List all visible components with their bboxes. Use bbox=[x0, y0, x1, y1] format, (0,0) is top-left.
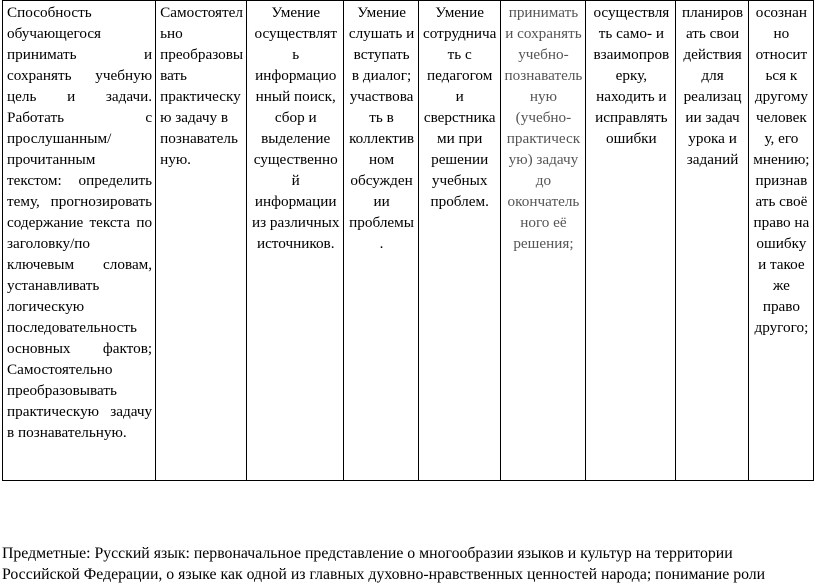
paragraph-line-2: Российской Федерации, о языке как одной из главных духовно-нравственных ценностей народа; понимание роли bbox=[2, 566, 766, 583]
table-cell-cooperation: Умение сотрудничать с педагогом и сверстниками при решении учебных проблем. bbox=[418, 1, 500, 481]
table-cell-planning: планировать свои действия для реализации задач урока и заданий bbox=[676, 1, 748, 481]
paragraph-line-1: Предметные: Русский язык: первоначальное представление о многообразии языков и культур на территории bbox=[2, 545, 733, 562]
table-cell-self-check: осуществлять само- и взаимопроверку, находить и исправлять ошибки bbox=[586, 1, 676, 481]
table-cell-attitude: осознанно относиться к другому человеку, его мнению; признавать своё право на ошибку и такое же право другого; bbox=[748, 1, 813, 481]
table-cell-cognitive-skills: Способность обучающегося принимать и сохранять учебную цель и задачи. Работать с прослушанным/прочитанным текстом: определить тему, прогнозировать содержание текста по заголовку/по ключевым словам, устанавливать логическую последовательность основных фактов; Самостоятельно преобразовывать практическую задачу в познавательную. bbox=[3, 1, 156, 481]
table-cell-transform-task: Самостоятельно преобразовывать практическую задачу в познавательную. bbox=[156, 1, 247, 481]
subject-results-paragraph bbox=[2, 543, 814, 585]
competency-table bbox=[2, 0, 814, 481]
table-cell-dialogue: Умение слушать и вступать в диалог; участвовать в коллективном обсуждении проблемы. bbox=[344, 1, 418, 481]
table-cell-accept-task: принимать и сохранять учебно-познавательную (учебно-практическую) задачу до окончательного её решения; bbox=[500, 1, 586, 481]
table-cell-info-search: Умение осуществлять информационный поиск, сбор и выделение существенной информации из различных источников. bbox=[247, 1, 344, 481]
table-row bbox=[3, 1, 814, 481]
